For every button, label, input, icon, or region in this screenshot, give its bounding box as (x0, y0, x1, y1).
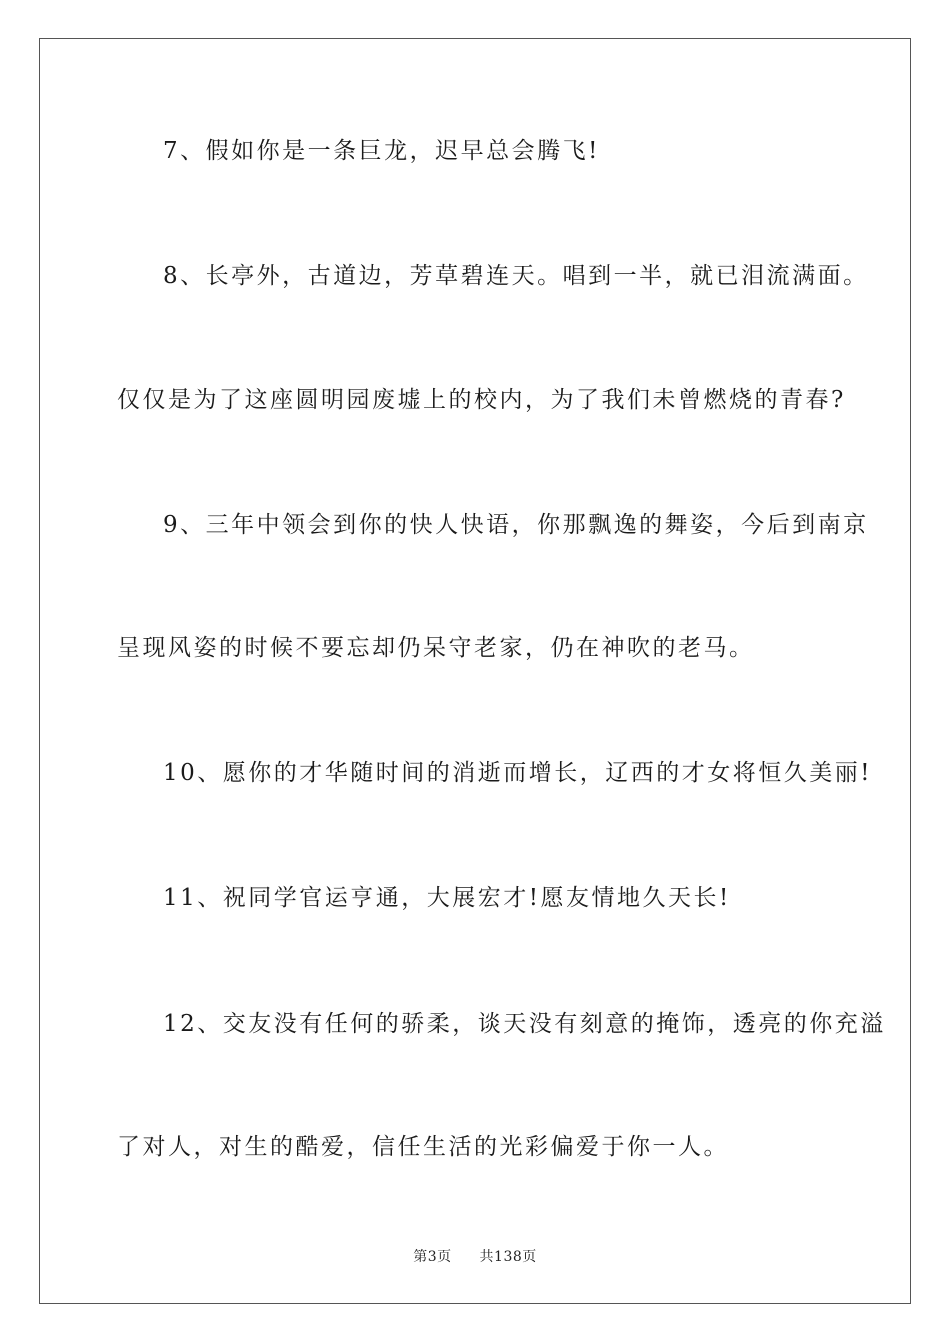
text-line-item-11: 11、祝同学官运亨通，大展宏才!愿友情地久天长! (163, 885, 731, 911)
text-line-item-12-cont: 了对人，对生的酷爱，信任生活的光彩偏爱于你一人。 (117, 1134, 729, 1160)
page-total: 共138页 (479, 1249, 537, 1265)
text-line-item-8: 8、长亭外，古道边，芳草碧连天。唱到一半，就已泪流满面。 (163, 263, 869, 289)
page-border (39, 38, 911, 1304)
text-line-item-12: 12、交友没有任何的骄柔，谈天没有刻意的掩饰，透亮的你充溢 (163, 1011, 886, 1037)
text-line-item-9-cont: 呈现风姿的时候不要忘却仍呆守老家，仍在神吹的老马。 (117, 635, 755, 661)
text-line-item-8-cont: 仅仅是为了这座圆明园废墟上的校内，为了我们未曾燃烧的青春? (117, 387, 846, 413)
text-line-item-10: 10、愿你的才华随时间的消逝而增长，辽西的才女将恒久美丽! (163, 760, 873, 786)
text-line-item-9: 9、三年中领会到你的快人快语，你那飘逸的舞姿，今后到南京 (163, 512, 869, 538)
page-number: 第3页 (413, 1249, 452, 1265)
page-footer (0, 1246, 950, 1266)
text-line-item-7: 7、假如你是一条巨龙，迟早总会腾飞! (163, 138, 600, 164)
